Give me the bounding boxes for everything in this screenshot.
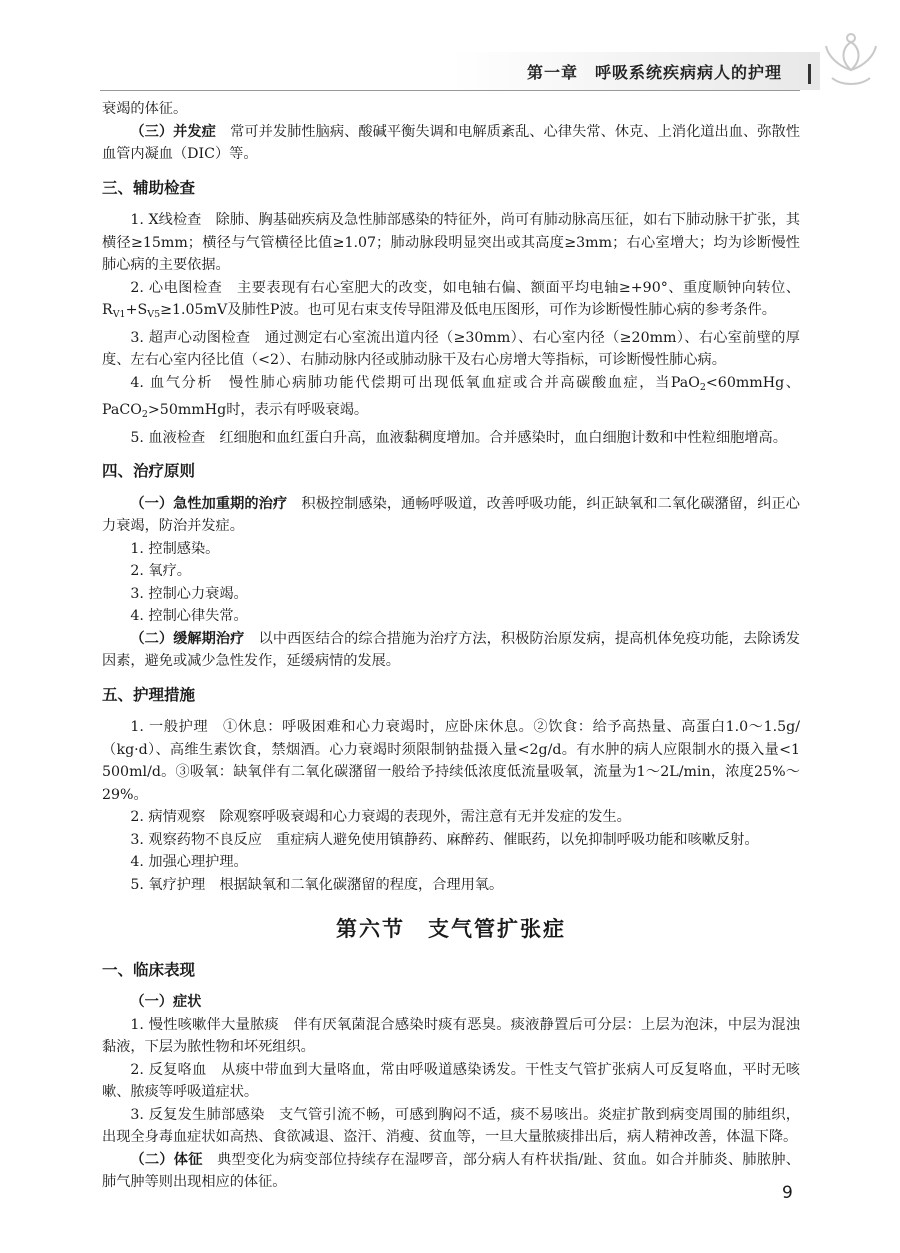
acute-text: 积极控制感染，通畅呼吸道，改善呼吸功能，纠正缺氧和二氧化碳潴留，纠正心力衰竭，防治并发症。 <box>102 495 800 534</box>
header-rule <box>100 90 800 91</box>
nursing-heading: 五、护理措施 <box>102 685 196 704</box>
acute-lead: （一）急性加重期的治疗 <box>130 495 288 512</box>
nursing-item: 4. 加强心理护理。 <box>130 854 248 870</box>
bloodgas-item <box>102 372 800 427</box>
paragraph-continuation: 衰竭的体征。 <box>102 101 188 117</box>
page-number: 9 <box>782 1183 793 1203</box>
echo-item: 3. 超声心动图检查 通过测定右心室流出道内径（≥30mm）、右心室内径（≥20mm）、右心室前壁的厚度、左右心室内径比值（<2）、右肺动脉内径或肺动脉干及右心房增大等指标，可诊断慢性肺心病。 <box>102 329 800 368</box>
symptom-item: 1. 慢性咳嗽伴大量脓痰 伴有厌氧菌混合感染时痰有恶臭。痰液静置后可分层：上层为泡沫，中层为混浊黏液，下层为脓性物和坏死组织。 <box>102 1016 800 1055</box>
ecg-sub-b: V5 <box>147 309 161 320</box>
bloodgas-text-a: 4. 血气分析 慢性肺心病肺功能代偿期可出现低氧血症或合并高碳酸血症，当PaO <box>130 374 700 391</box>
acute-list-item: 2. 氧疗。 <box>130 563 191 579</box>
aux-exam-heading: 三、辅助检查 <box>102 178 196 197</box>
nursing-item: 2. 病情观察 除观察呼吸衰竭和心力衰竭的表现外，需注意有无并发症的发生。 <box>130 809 631 825</box>
signs-paragraph <box>102 1149 800 1194</box>
page-body <box>102 98 800 1194</box>
remission-text: 以中西医结合的综合措施为治疗方法，积极防治原发病，提高机体免疫功能，去除诱发因素，避免或减少急性发作，延缓病情的发展。 <box>102 630 800 669</box>
bloodgas-sub-a: 2 <box>699 381 706 393</box>
bloodgas-sub-b: 2 <box>141 409 148 420</box>
header-divider-bar <box>808 64 811 84</box>
treatment-heading: 四、治疗原则 <box>102 462 196 480</box>
signs-text: 典型变化为病变部位持续存在湿啰音，部分病人有杵状指/趾、贫血。如合并肺炎、肺脓肿、肺气肿等则出现相应的体征。 <box>102 1151 800 1190</box>
page-header <box>0 0 900 92</box>
ecg-text-c: ≥1.05mV及肺性P波。也可见右束支传导阻滞及低电压图形，可作为诊断慢性肺心病的参考条件。 <box>160 302 776 318</box>
nursing-item: 3. 观察药物不良反应 重症病人避免使用镇静药、麻醉药、催眠药，以免抑制呼吸功能和咳嗽反射。 <box>130 831 759 848</box>
acute-list-item: 1. 控制感染。 <box>130 540 220 557</box>
remission-lead: （二）缓解期治疗 <box>130 630 245 647</box>
symptom-item: 3. 反复发生肺部感染 支气管引流不畅，可感到胸闷不适，痰不易咳出。炎症扩散到病变周围的肺组织，出现全身毒血症状如高热、食欲减退、盗汗、消瘦、贫血等，一旦大量脓痰排出后，病人精神改善，体温下降。 <box>102 1106 800 1145</box>
ecg-sub-a: V1 <box>112 309 126 320</box>
nursing-item: 5. 氧疗护理 根据缺氧和二氧化碳潴留的程度，合理用氧。 <box>130 876 504 893</box>
symptom-item: 2. 反复咯血 从痰中带血到大量咯血，常由呼吸道感染诱发。干性支气管扩张病人可反复咯血，平时无咳嗽、脓痰等呼吸道症状。 <box>102 1061 800 1100</box>
ecg-item <box>102 277 800 327</box>
ecg-text-a: 2. 心电图检查 主要表现有右心室肥大的改变，如电轴右偏、额面平均电轴≥+90°、重度顺钟向转位、R <box>102 279 800 318</box>
symptoms-lead: （一）症状 <box>130 994 202 1010</box>
blood-test-item: 5. 血液检查 红细胞和血红蛋白升高，血液黏稠度增加。合并感染时，血白细胞计数和中性粒细胞增高。 <box>130 429 787 446</box>
nursing-item: 1. 一般护理 ①休息：呼吸困难和心力衰竭时，应卧床休息。②饮食：给予高热量、高蛋白1.0～1.5g/（kg·d）、高维生素饮食，禁烟酒。心力衰竭时须限制钠盐摄入量<2g/d。有水肿的病人应限制水的摄入量<1 500ml/d。③吸氧：缺氧伴有二氧化碳潴留一般给予持续低浓度低流量吸氧，流量为1～2L/min，浓度25%～29%。 <box>102 719 800 803</box>
acute-paragraph <box>102 493 800 538</box>
symptoms-heading <box>102 991 800 1014</box>
acute-list-item: 4. 控制心律失常。 <box>130 608 248 624</box>
complications-lead: （三）并发症 <box>130 123 216 140</box>
ecg-text-b: +S <box>125 302 148 318</box>
aux-item: 1. X线检查 除肺、胸基础疾病及急性肺部感染的特征外，尚可有肺动脉高压征，如右下肺动脉干扩张，其横径≥15mm；横径与气管横径比值≥1.07；肺动脉段明显突出或其高度≥3mm；右心室增大；均为诊断慢性肺心病的主要依据。 <box>102 212 800 273</box>
acute-list-item: 3. 控制心力衰竭。 <box>130 585 248 602</box>
remission-paragraph <box>102 628 800 673</box>
nursing-logo-icon <box>812 32 890 92</box>
clinical-heading: 一、临床表现 <box>102 960 196 979</box>
complications-text: 常可并发肺性脑病、酸碱平衡失调和电解质紊乱、心律失常、休克、上消化道出血、弥散性血管内凝血（DIC）等。 <box>102 123 800 162</box>
bloodgas-text-b: <60mmHg、PaCO <box>102 374 800 418</box>
complications-paragraph <box>102 121 800 166</box>
signs-lead: （二）体征 <box>130 1151 203 1168</box>
section-title: 第六节 支气管扩张症 <box>336 916 566 941</box>
bloodgas-text-c: >50mmHg时，表示有呼吸衰竭。 <box>147 402 369 418</box>
chapter-title: 第一章 呼吸系统疾病病人的护理 <box>526 63 782 82</box>
